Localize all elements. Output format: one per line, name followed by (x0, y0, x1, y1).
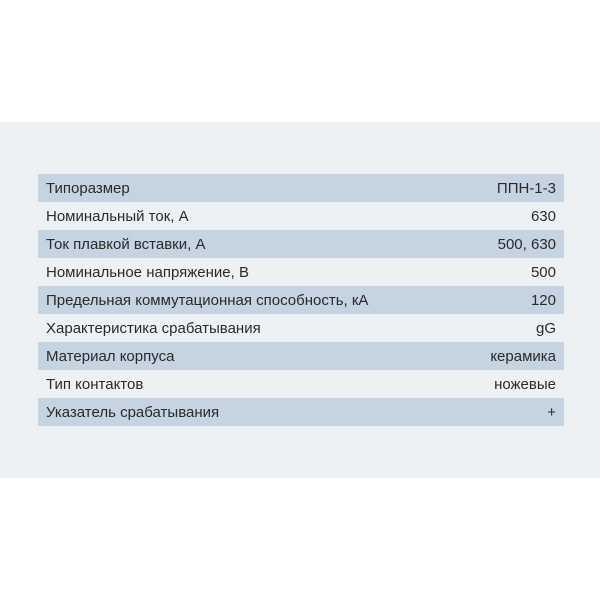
spec-value: керамика (462, 342, 564, 370)
spec-table (38, 174, 564, 426)
spec-label: Указатель срабатывания (38, 398, 462, 426)
spec-value: 500, 630 (462, 230, 564, 258)
spec-row-contact-type (38, 370, 564, 398)
spec-row-size (38, 174, 564, 202)
spec-label: Номинальный ток, А (38, 202, 462, 230)
spec-label: Предельная коммутационная способность, кА (38, 286, 462, 314)
spec-label: Ток плавкой вставки, А (38, 230, 462, 258)
spec-value: gG (462, 314, 564, 342)
spec-row-trip-indicator (38, 398, 564, 426)
spec-label: Материал корпуса (38, 342, 462, 370)
spec-row-rated-voltage (38, 258, 564, 286)
spec-row-body-material (38, 342, 564, 370)
spec-value: ножевые (462, 370, 564, 398)
spec-label: Номинальное напряжение, В (38, 258, 462, 286)
spec-row-fuse-current (38, 230, 564, 258)
spec-value: ППН-1-3 (462, 174, 564, 202)
spec-row-rated-current (38, 202, 564, 230)
spec-row-breaking-capacity (38, 286, 564, 314)
spec-value: 500 (462, 258, 564, 286)
spec-value: + (462, 398, 564, 426)
spec-row-characteristic (38, 314, 564, 342)
spec-label: Характеристика срабатывания (38, 314, 462, 342)
spec-value: 120 (462, 286, 564, 314)
spec-label: Тип контактов (38, 370, 462, 398)
spec-label: Типоразмер (38, 174, 462, 202)
spec-value: 630 (462, 202, 564, 230)
